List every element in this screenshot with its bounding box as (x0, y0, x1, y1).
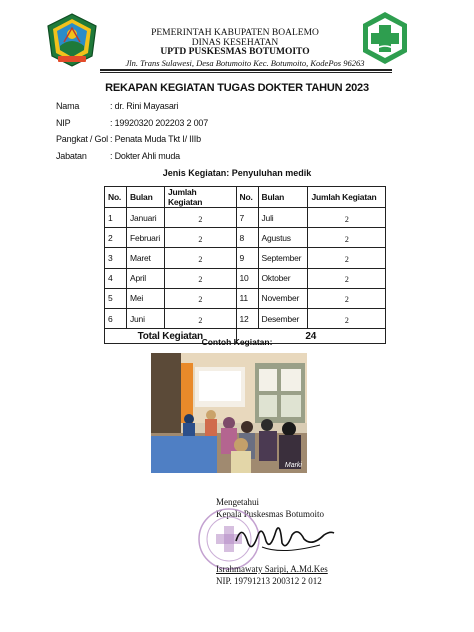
row-count-left: 2 (164, 208, 236, 228)
row-month-left: Maret (126, 248, 164, 268)
row-month-left: April (126, 268, 164, 288)
row-no-left: 1 (105, 208, 127, 228)
sig-nip: NIP. 19791213 200312 2 012 (216, 576, 322, 586)
row-month-right: Oktober (258, 268, 308, 288)
row-month-left: Mei (126, 288, 164, 308)
kop-agency-name: DINAS KESEHATAN (191, 38, 279, 48)
nama-value: : dr. Rini Mayasari (110, 101, 179, 111)
nip-value: : 19920320 202203 2 007 (110, 118, 208, 128)
row-no-right: 10 (236, 268, 258, 288)
photo-watermark: Marki (284, 462, 302, 469)
row-no-right: 12 (236, 308, 258, 328)
row-count-right: 2 (308, 248, 386, 268)
row-no-left: 6 (105, 308, 127, 328)
boalemo-emblem-logo (44, 12, 100, 68)
row-month-right: Juli (258, 208, 308, 228)
row-count-right: 2 (308, 268, 386, 288)
nip-label: NIP (56, 118, 71, 128)
sig-mengetahui: Mengetahui (216, 497, 259, 507)
table-row (105, 288, 386, 308)
row-month-left: Januari (126, 208, 164, 228)
row-month-left: Juni (126, 308, 164, 328)
row-count-left: 2 (164, 228, 236, 248)
row-no-right: 9 (236, 248, 258, 268)
row-month-right: Agustus (258, 228, 308, 248)
row-month-right: November (258, 288, 308, 308)
sig-position: Kepala Puskesmas Botumoito (216, 509, 324, 519)
row-no-right: 8 (236, 228, 258, 248)
row-no-left: 2 (105, 228, 127, 248)
row-count-left: 2 (164, 268, 236, 288)
kop-unit-name: UPTD PUSKESMAS BOTUMOITO (160, 47, 310, 57)
header-bulan-right: Bulan (258, 187, 308, 208)
row-no-left: 4 (105, 268, 127, 288)
row-month-right: September (258, 248, 308, 268)
row-month-left: Februari (126, 228, 164, 248)
row-count-right: 2 (308, 288, 386, 308)
table-row (105, 248, 386, 268)
jenis-kegiatan-heading: Jenis Kegiatan: Penyuluhan medik (162, 168, 312, 178)
pangkat-value: : Penata Muda Tkt I/ IIIb (110, 134, 201, 144)
table-row (105, 268, 386, 288)
handwritten-signature (232, 517, 337, 557)
row-no-left: 3 (105, 248, 127, 268)
total-value: 24 (236, 329, 385, 344)
jabatan-value: : Dokter Ahli muda (110, 151, 180, 161)
row-no-left: 5 (105, 288, 127, 308)
health-cross-logo (360, 10, 410, 66)
row-count-left: 2 (164, 308, 236, 328)
row-count-right: 2 (308, 208, 386, 228)
header-bulan-left: Bulan (126, 187, 164, 208)
document-title: REKAPAN KEGIATAN TUGAS DOKTER TAHUN 2023 (105, 82, 369, 94)
table-row (105, 308, 386, 328)
jabatan-label: Jabatan (56, 151, 87, 161)
row-no-right: 7 (236, 208, 258, 228)
row-count-left: 2 (164, 248, 236, 268)
row-count-left: 2 (164, 288, 236, 308)
header-jumlah-left: Jumlah Kegiatan (164, 187, 236, 208)
contoh-kegiatan-heading: Contoh Kegiatan: (201, 337, 273, 347)
row-month-right: Desember (258, 308, 308, 328)
table-row (105, 228, 386, 248)
header-jumlah-right: Jumlah Kegiatan (308, 187, 386, 208)
kop-address: Jln. Trans Sulawesi, Desa Botumoito Kec. Botumoito, KodePos 96263 (125, 58, 365, 68)
kop-government-name: PEMERINTAH KABUPATEN BOALEMO (151, 28, 319, 38)
recap-table (104, 186, 386, 344)
header-no-right: No. (236, 187, 258, 208)
row-count-right: 2 (308, 228, 386, 248)
row-count-right: 2 (308, 308, 386, 328)
pangkat-label: Pangkat / Gol (56, 134, 108, 144)
total-label: Total Kegiatan (105, 329, 237, 344)
activity-photo (151, 353, 307, 473)
letterhead-rule-thin (100, 72, 392, 73)
table-header-row (105, 187, 386, 208)
table-row (105, 208, 386, 228)
letterhead-rule-thick (100, 69, 392, 71)
sig-name: Israhmawaty Saripi, A.Md.Kes (216, 564, 328, 574)
row-no-right: 11 (236, 288, 258, 308)
nama-label: Nama (56, 101, 80, 111)
header-no-left: No. (105, 187, 127, 208)
